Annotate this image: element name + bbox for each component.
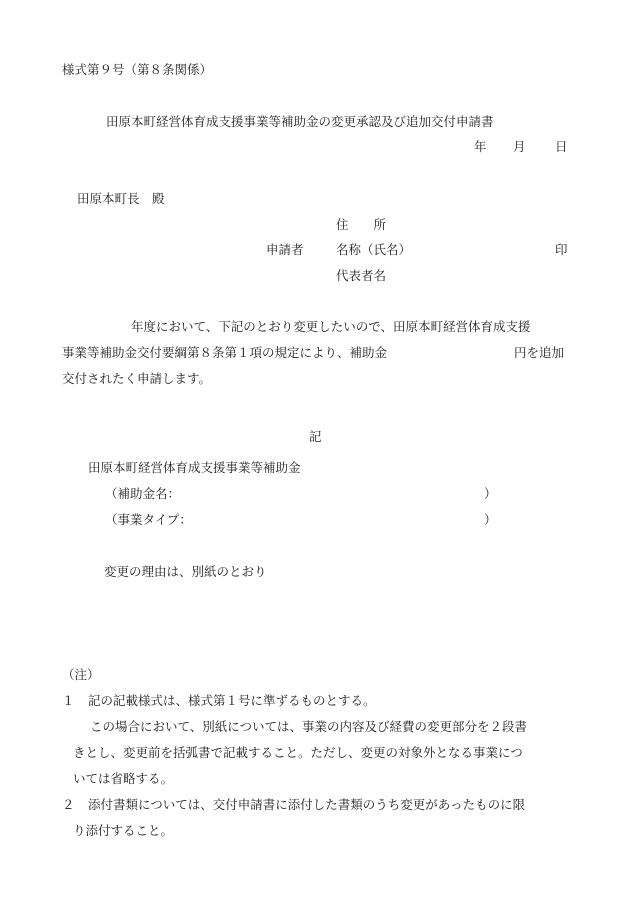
representative-label: 代表者名 — [336, 268, 387, 283]
note-1-line-4: いては省略する。 — [73, 771, 174, 786]
note-1-line-2: この場合において、別紙については、事業の内容及び経費の変更部分を２段書 — [90, 719, 528, 734]
body-line-1: 年度において、下記のとおり変更したいので、田原本町経営体育成支援 — [131, 319, 531, 334]
address-label: 住 所 — [336, 217, 387, 232]
subsidy-heading: 田原本町経営体育成支援事業等補助金 — [88, 460, 301, 475]
note-1-line-1: 記の記載様式は、様式第１号に準ずるものとする。 — [88, 693, 376, 708]
document-title: 田原本町経営体育成支援事業等補助金の変更承認及び追加交付申請書 — [106, 114, 494, 129]
date-day: 日 — [555, 139, 568, 154]
subsidy-name-label: （補助金名： — [105, 486, 181, 501]
note-1-number: １ — [62, 693, 75, 708]
form-label: 様式第９号（第８条関係） — [62, 62, 213, 77]
subsidy-type-close: ） — [484, 512, 497, 527]
note-2-line-2: り添付すること。 — [73, 823, 174, 838]
subsidy-name-close: ） — [484, 486, 497, 501]
date-year: 年 — [474, 139, 487, 154]
note-2-number: ２ — [62, 797, 75, 812]
applicant-label: 申請者 — [266, 242, 304, 257]
body-line-2b: 円を追加 — [514, 345, 565, 360]
name-label: 名称（氏名） — [336, 242, 412, 257]
note-1-line-3: きとし、変更前を括弧書で記載すること。ただし、変更の対象外となる事業につ — [73, 745, 523, 760]
change-reason: 変更の理由は、別紙のとおり — [104, 564, 267, 579]
body-line-3: 交付されたく申請します。 — [62, 371, 212, 386]
seal-mark: 印 — [555, 242, 568, 257]
ki-heading: 記 — [309, 429, 322, 444]
body-line-2a: 事業等補助金交付要綱第８条第１項の規定により、補助金 — [62, 345, 388, 360]
date-month: 月 — [513, 139, 526, 154]
note-2-line-1: 添付書類については、交付申請書に添付した書類のうち変更があったものに限 — [88, 797, 526, 812]
addressee: 田原本町長 殿 — [77, 191, 165, 206]
notes-heading: （注） — [62, 667, 100, 682]
subsidy-type-label: （事業タイプ： — [105, 512, 192, 527]
